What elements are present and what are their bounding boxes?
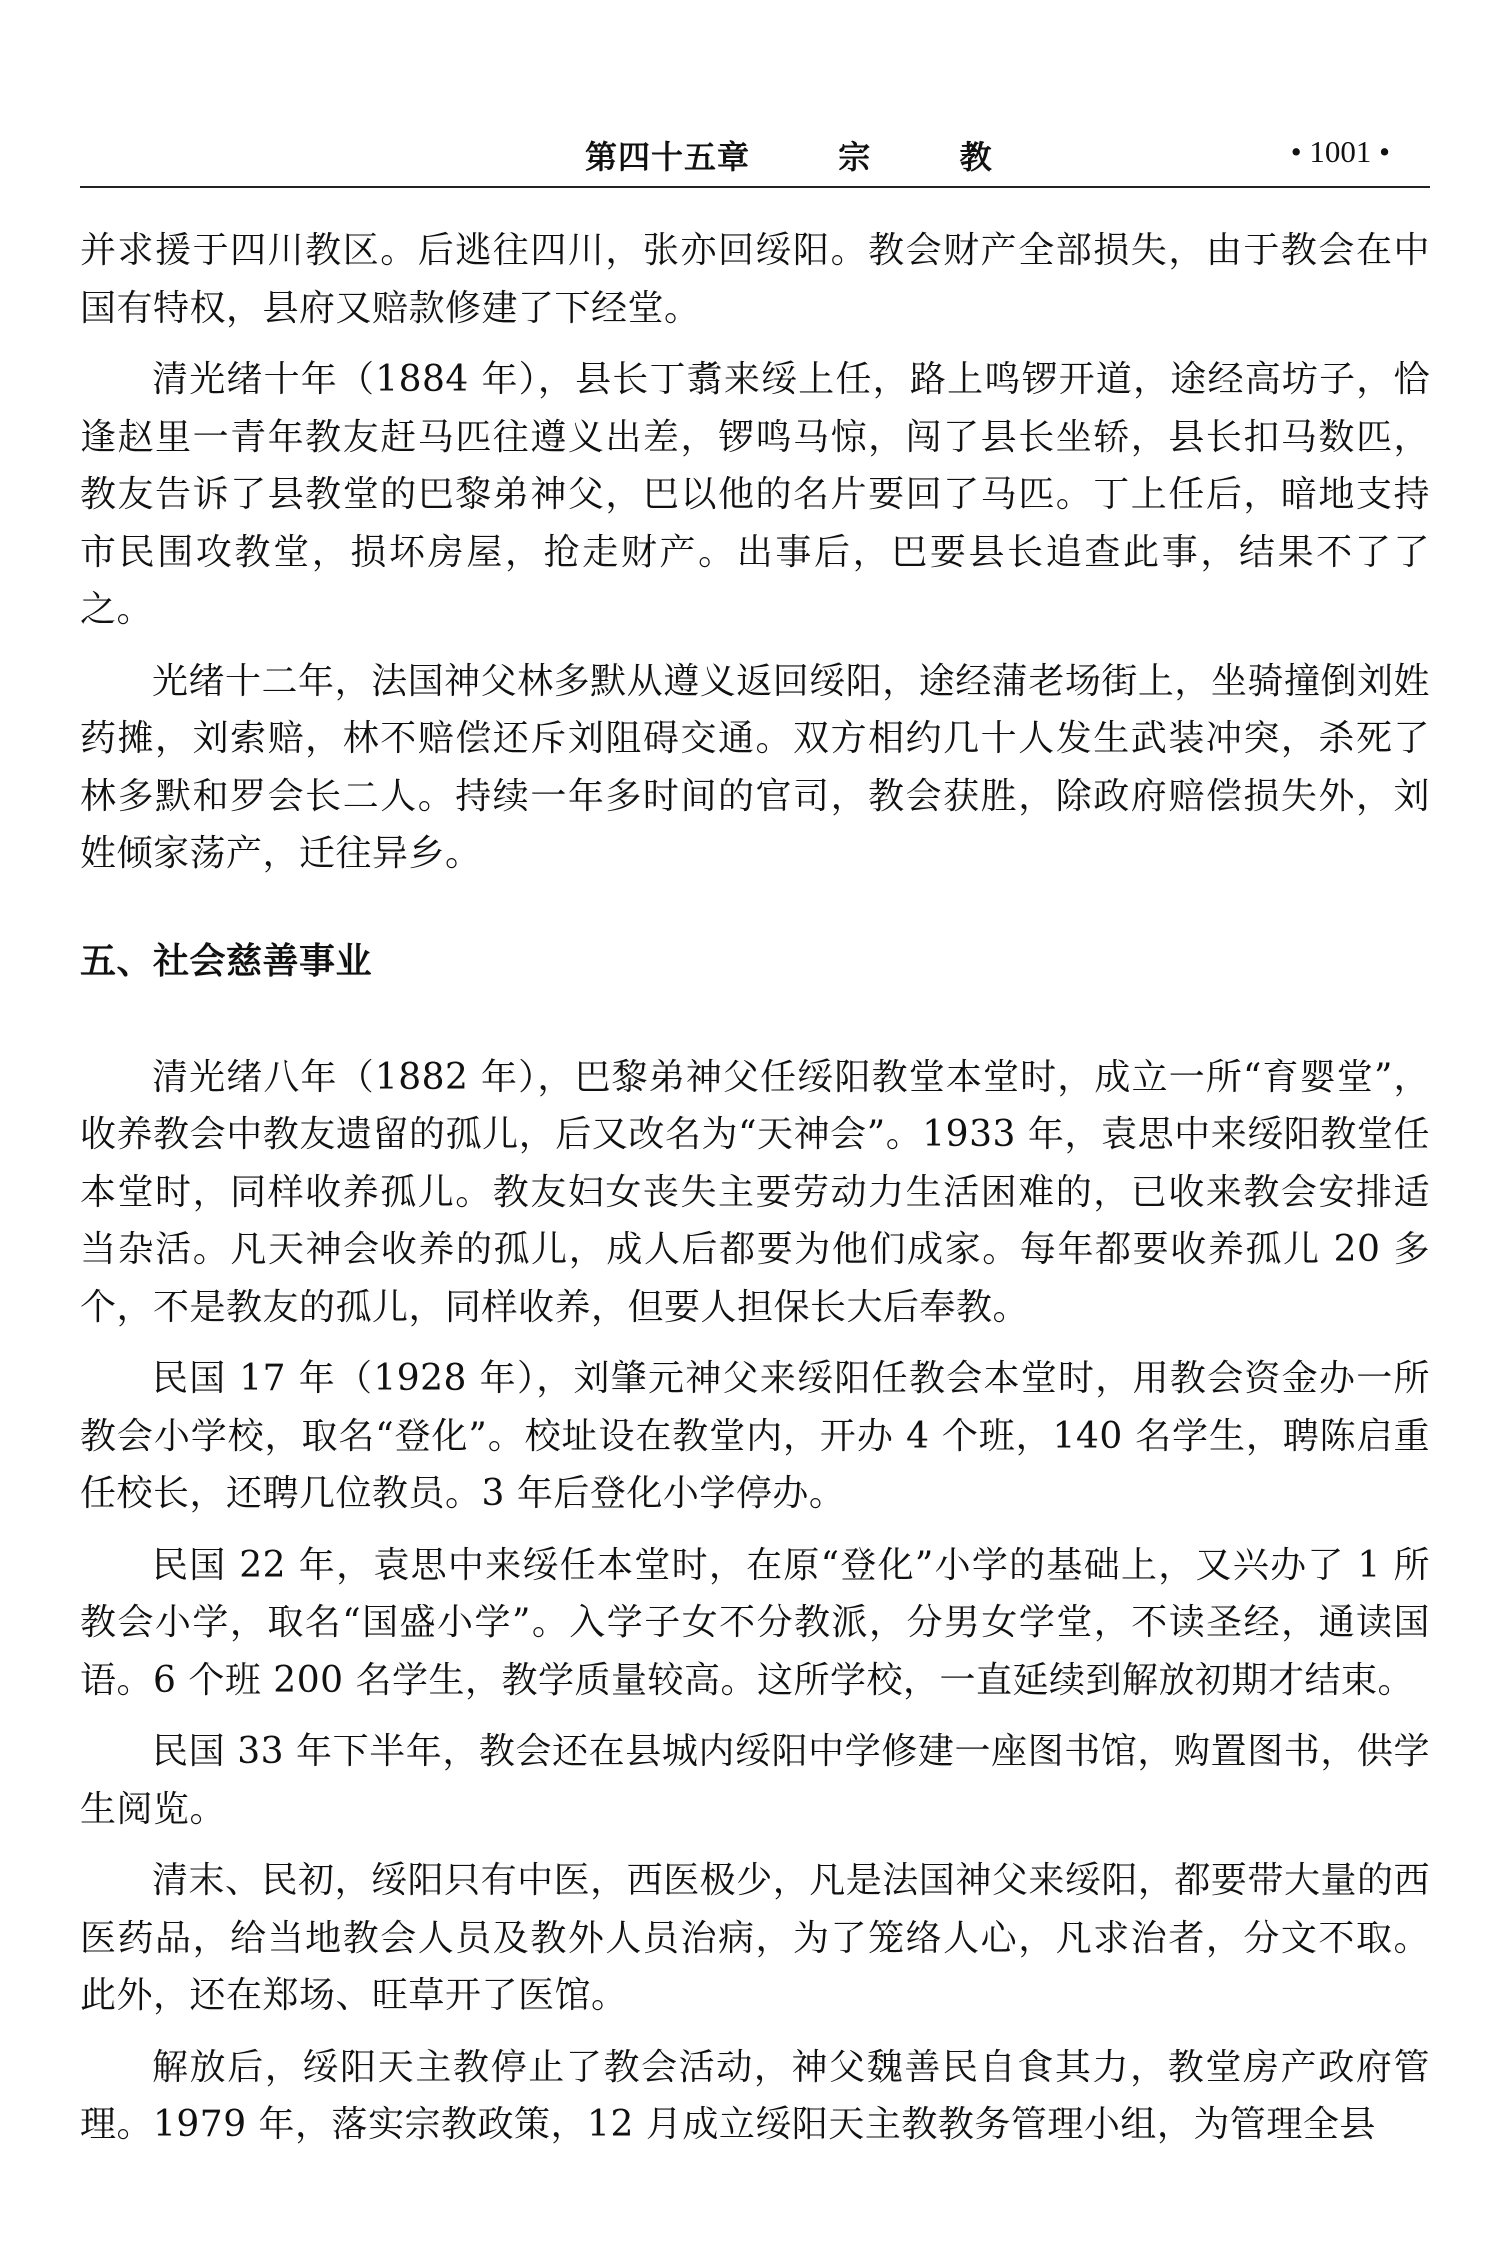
paragraph: 民国 17 年（1928 年），刘肇元神父来绥阳任教会本堂时，用教会资金办一所教会小学校，取名“登化”。校址设在教堂内，开办 4 个班，140 名学生，聘陈启重任校长，还聘几位教员。3 年后登化小学停办。	[80, 1358, 1430, 1514]
page-number: • 1001 •	[1290, 134, 1390, 169]
paragraph: 民国 33 年下半年，教会还在县城内绥阳中学修建一座图书馆，购置图书，供学生阅览。	[80, 1731, 1430, 1830]
paragraph: 民国 22 年，袁思中来绥任本堂时，在原“登化”小学的基础上，又兴办了 1 所教会小学，取名“国盛小学”。入学子女不分教派，分男女学堂，不读圣经，通读国语。6 个班 200 名学生，教学质量较高。这所学校，一直延续到解放初期才结束。	[80, 1544, 1430, 1701]
chapter-heading	[585, 132, 993, 178]
paragraph: 并求援于四川教区。后逃往四川，张亦回绥阳。教会财产全部损失，由于教会在中国有特权，县府又赔款修建了下经堂。	[80, 230, 1430, 329]
chapter-number: 第四十五章	[585, 138, 751, 176]
chapter-title-char-1: 宗	[838, 138, 872, 176]
paragraph: 清末、民初，绥阳只有中医，西医极少，凡是法国神父来绥阳，都要带大量的西医药品，给当地教会人员及教外人员治病，为了笼络人心，凡求治者，分文不取。此外，还在郑场、旺草开了医馆。	[80, 1860, 1430, 2016]
body-text	[80, 222, 1430, 2154]
paragraph: 解放后，绥阳天主教停止了教会活动，神父魏善民自食其力，教堂房产政府管理。1979 年，落实宗教政策，12 月成立绥阳天主教教务管理小组，为管理全县	[80, 2046, 1430, 2145]
running-head	[80, 128, 1430, 184]
chapter-title-char-2: 教	[959, 138, 993, 176]
section-heading: 五、社会慈善事业	[80, 940, 373, 982]
paragraph: 清光绪十年（1884 年），县长丁翥来绥上任，路上鸣锣开道，途经高坊子，恰逢赵里一青年教友赶马匹往遵义出差，锣鸣马惊，闯了县长坐轿，县长扣马数匹，教友告诉了县教堂的巴黎弟神父，巴以他的名片要回了马匹。丁上任后，暗地支持市民围攻教堂，损坏房屋，抢走财产。出事后，巴要县长追查此事，结果不了了之。	[80, 359, 1430, 630]
paragraph: 清光绪八年（1882 年），巴黎弟神父任绥阳教堂本堂时，成立一所“育婴堂”，收养教会中教友遗留的孤儿，后又改名为“天神会”。1933 年，袁思中来绥阳教堂任本堂时，同样收养孤儿。教友妇女丧失主要劳动力生活困难的，已收来教会安排适当杂活。凡天神会收养的孤儿，成人后都要为他们成家。每年都要收养孤儿 20 多个，不是教友的孤儿，同样收养，但要人担保长大后奉教。	[80, 1056, 1430, 1328]
paragraph: 光绪十二年，法国神父林多默从遵义返回绥阳，途经蒲老场街上，坐骑撞倒刘姓药摊，刘索赔，林不赔偿还斥刘阻碍交通。双方相约几十人发生武装冲突，杀死了林多默和罗会长二人。持续一年多时间的官司，教会获胜，除政府赔偿损失外，刘姓倾家荡产，迁往异乡。	[80, 660, 1430, 874]
header-rule	[80, 186, 1430, 188]
